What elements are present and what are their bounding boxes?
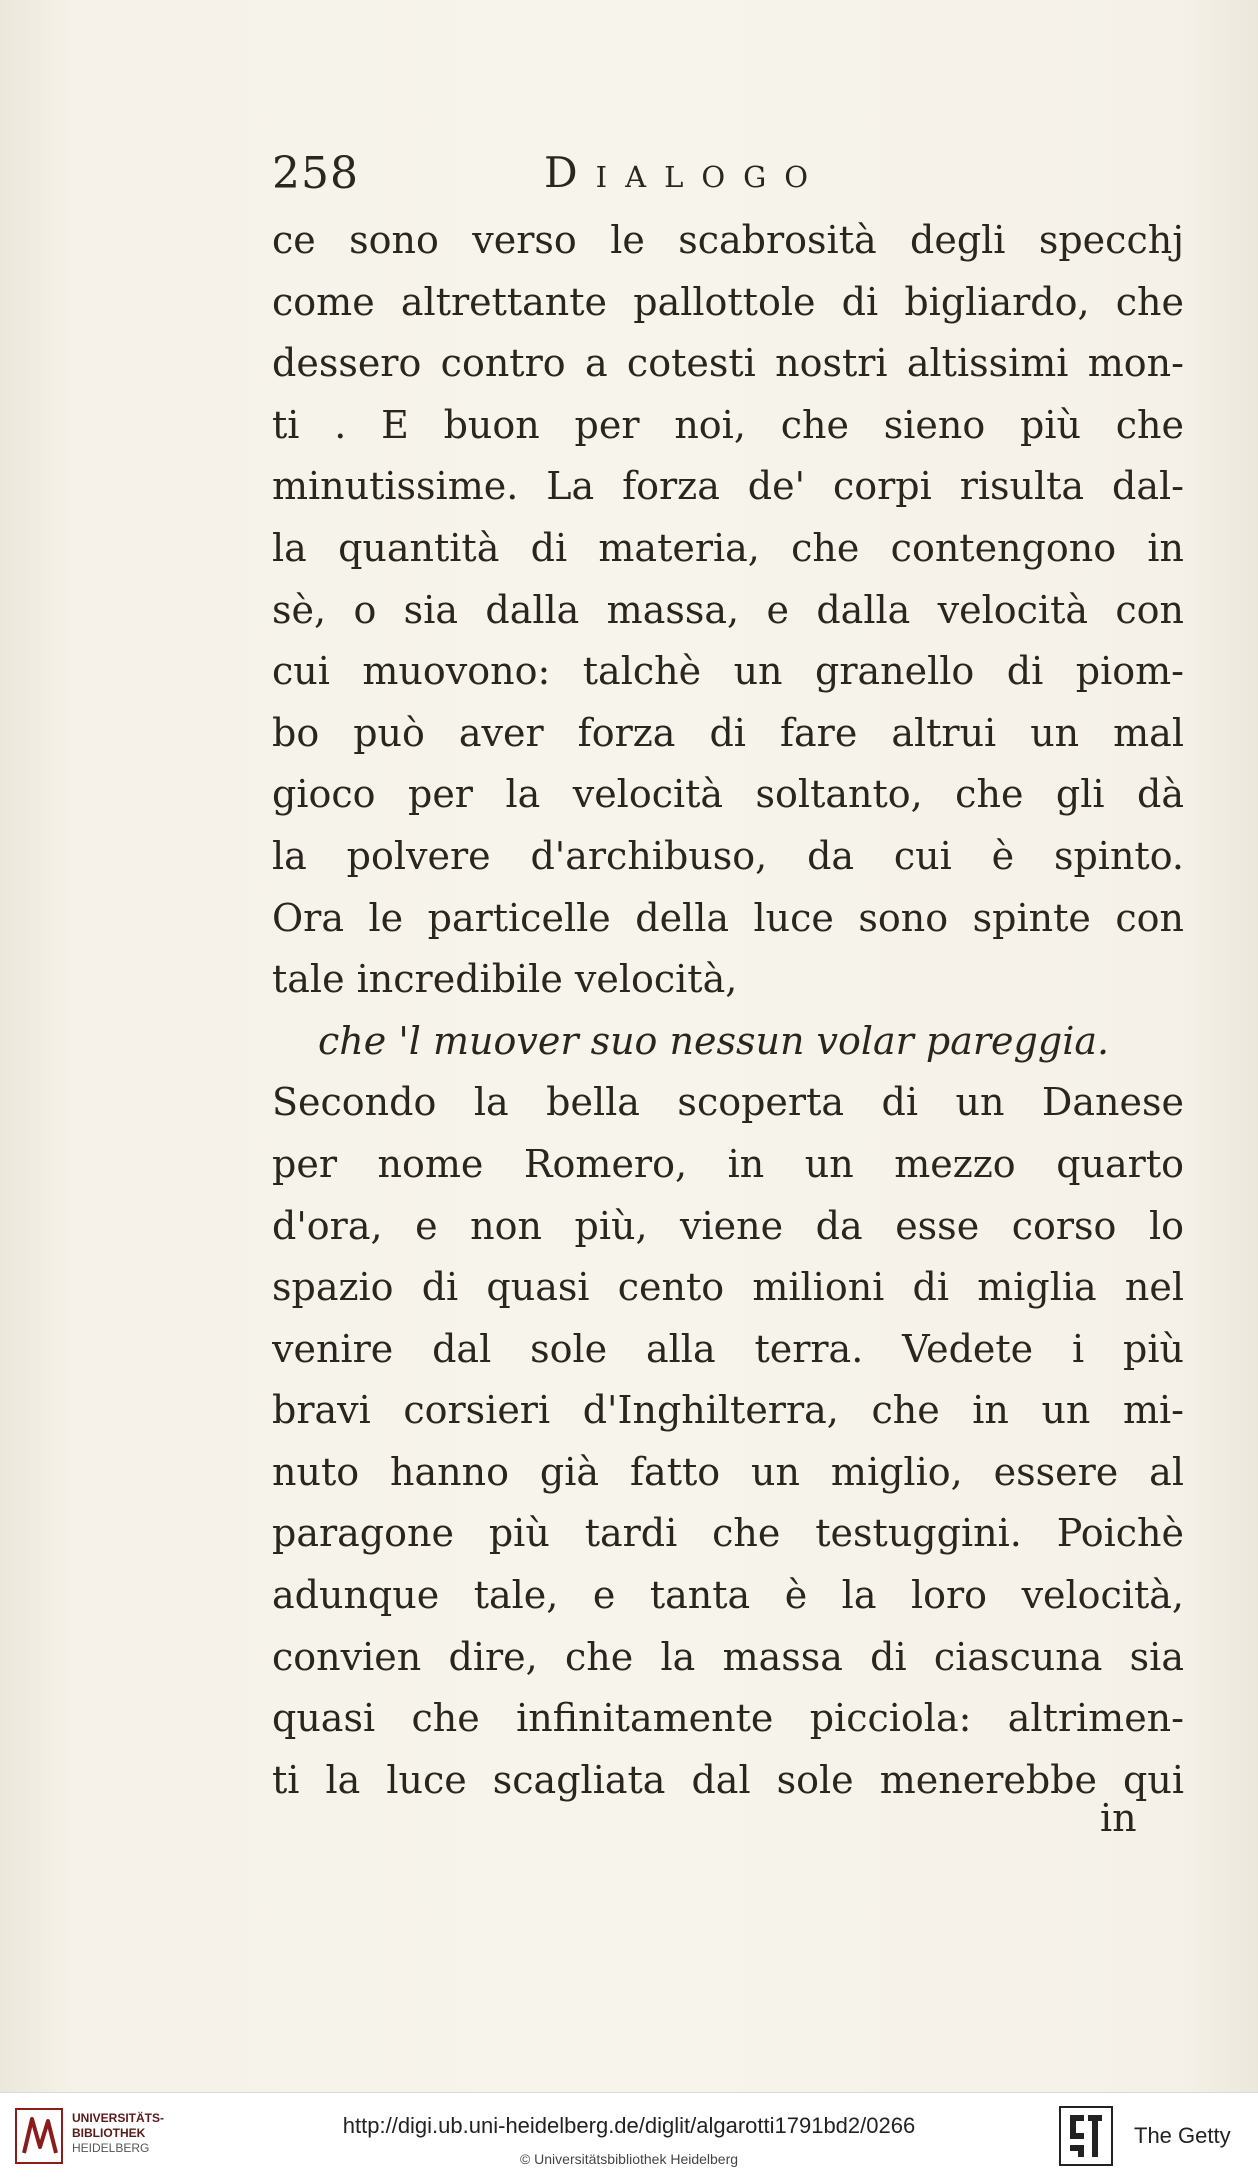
- text-line: nuto hanno già fatto un miglio, essere al: [272, 1449, 1184, 1494]
- text-line: Ora le particelle della luce sono spinte con: [272, 895, 1184, 940]
- quoted-verse: che 'l muover suo nessun volar pareggia.: [318, 1018, 1110, 1063]
- text-line: la polvere d'archibuso, da cui è spinto.: [272, 833, 1184, 878]
- text-line: d'ora, e non più, viene da esse corso lo: [272, 1203, 1184, 1248]
- text-line: ti . E buon per noi, che sieno più che: [272, 402, 1184, 447]
- catchword: in: [1100, 1796, 1137, 1840]
- text-line: adunque tale, e tanta è la loro velocità,: [272, 1573, 1184, 1618]
- permalink-url[interactable]: http://digi.ub.uni-heidelberg.de/diglit/algarotti1791bd2/0266: [342, 2113, 916, 2138]
- page-number: 258: [272, 148, 359, 199]
- text-line: ti la luce scagliata dal sole menerebbe qui: [272, 1757, 1184, 1802]
- text-line: gioco per la velocità soltanto, che gli dà: [272, 772, 1184, 817]
- text-line: la quantità di materia, che contengono in: [272, 525, 1184, 570]
- text-line: tale incredibile velocità,: [272, 957, 738, 1002]
- text-line: bo può aver forza di fare altrui un mal: [272, 710, 1184, 755]
- text-line: Secondo la bella scoperta di un Danese: [272, 1080, 1184, 1125]
- copyright-notice: © Universitätsbibliothek Heidelberg: [519, 2151, 739, 2167]
- getty-name: The Getty: [1134, 2123, 1231, 2148]
- text-line: spazio di quasi cento milioni di miglia nel: [272, 1265, 1184, 1310]
- body-text: [272, 210, 1184, 1811]
- text-line: minutissime. La forza de' corpi risulta dal-: [272, 464, 1184, 509]
- page-header: [272, 148, 1172, 208]
- library-name: UNIVERSITÄTS- BIBLIOTHEK HEIDELBERG: [72, 2111, 165, 2155]
- getty-logo-icon: [1058, 2105, 1114, 2167]
- text-line: convien dire, che la massa di ciascuna sia: [272, 1634, 1184, 1679]
- text-line: quasi che infinitamente picciola: altrimen-: [272, 1696, 1184, 1741]
- text-line: cui muovono: talchè un granello di piom-: [272, 649, 1184, 694]
- running-title: Dialogo: [544, 148, 827, 197]
- text-line: per nome Romero, in un mezzo quarto: [272, 1141, 1184, 1186]
- text-line: paragone più tardi che testuggini. Poichè: [272, 1511, 1184, 1556]
- viewer-footer: [0, 2092, 1258, 2183]
- text-line: dessero contro a cotesti nostri altissimi mon-: [272, 341, 1184, 386]
- text-line: venire dal sole alla terra. Vedete i più: [272, 1326, 1184, 1371]
- text-line: come altrettante pallottole di bigliardo, che: [272, 279, 1184, 324]
- text-line: sè, o sia dalla massa, e dalla velocità con: [272, 587, 1184, 632]
- text-line: bravi corsieri d'Inghilterra, che in un mi-: [272, 1388, 1184, 1433]
- text-line: ce sono verso le scabrosità degli specchj: [272, 218, 1184, 262]
